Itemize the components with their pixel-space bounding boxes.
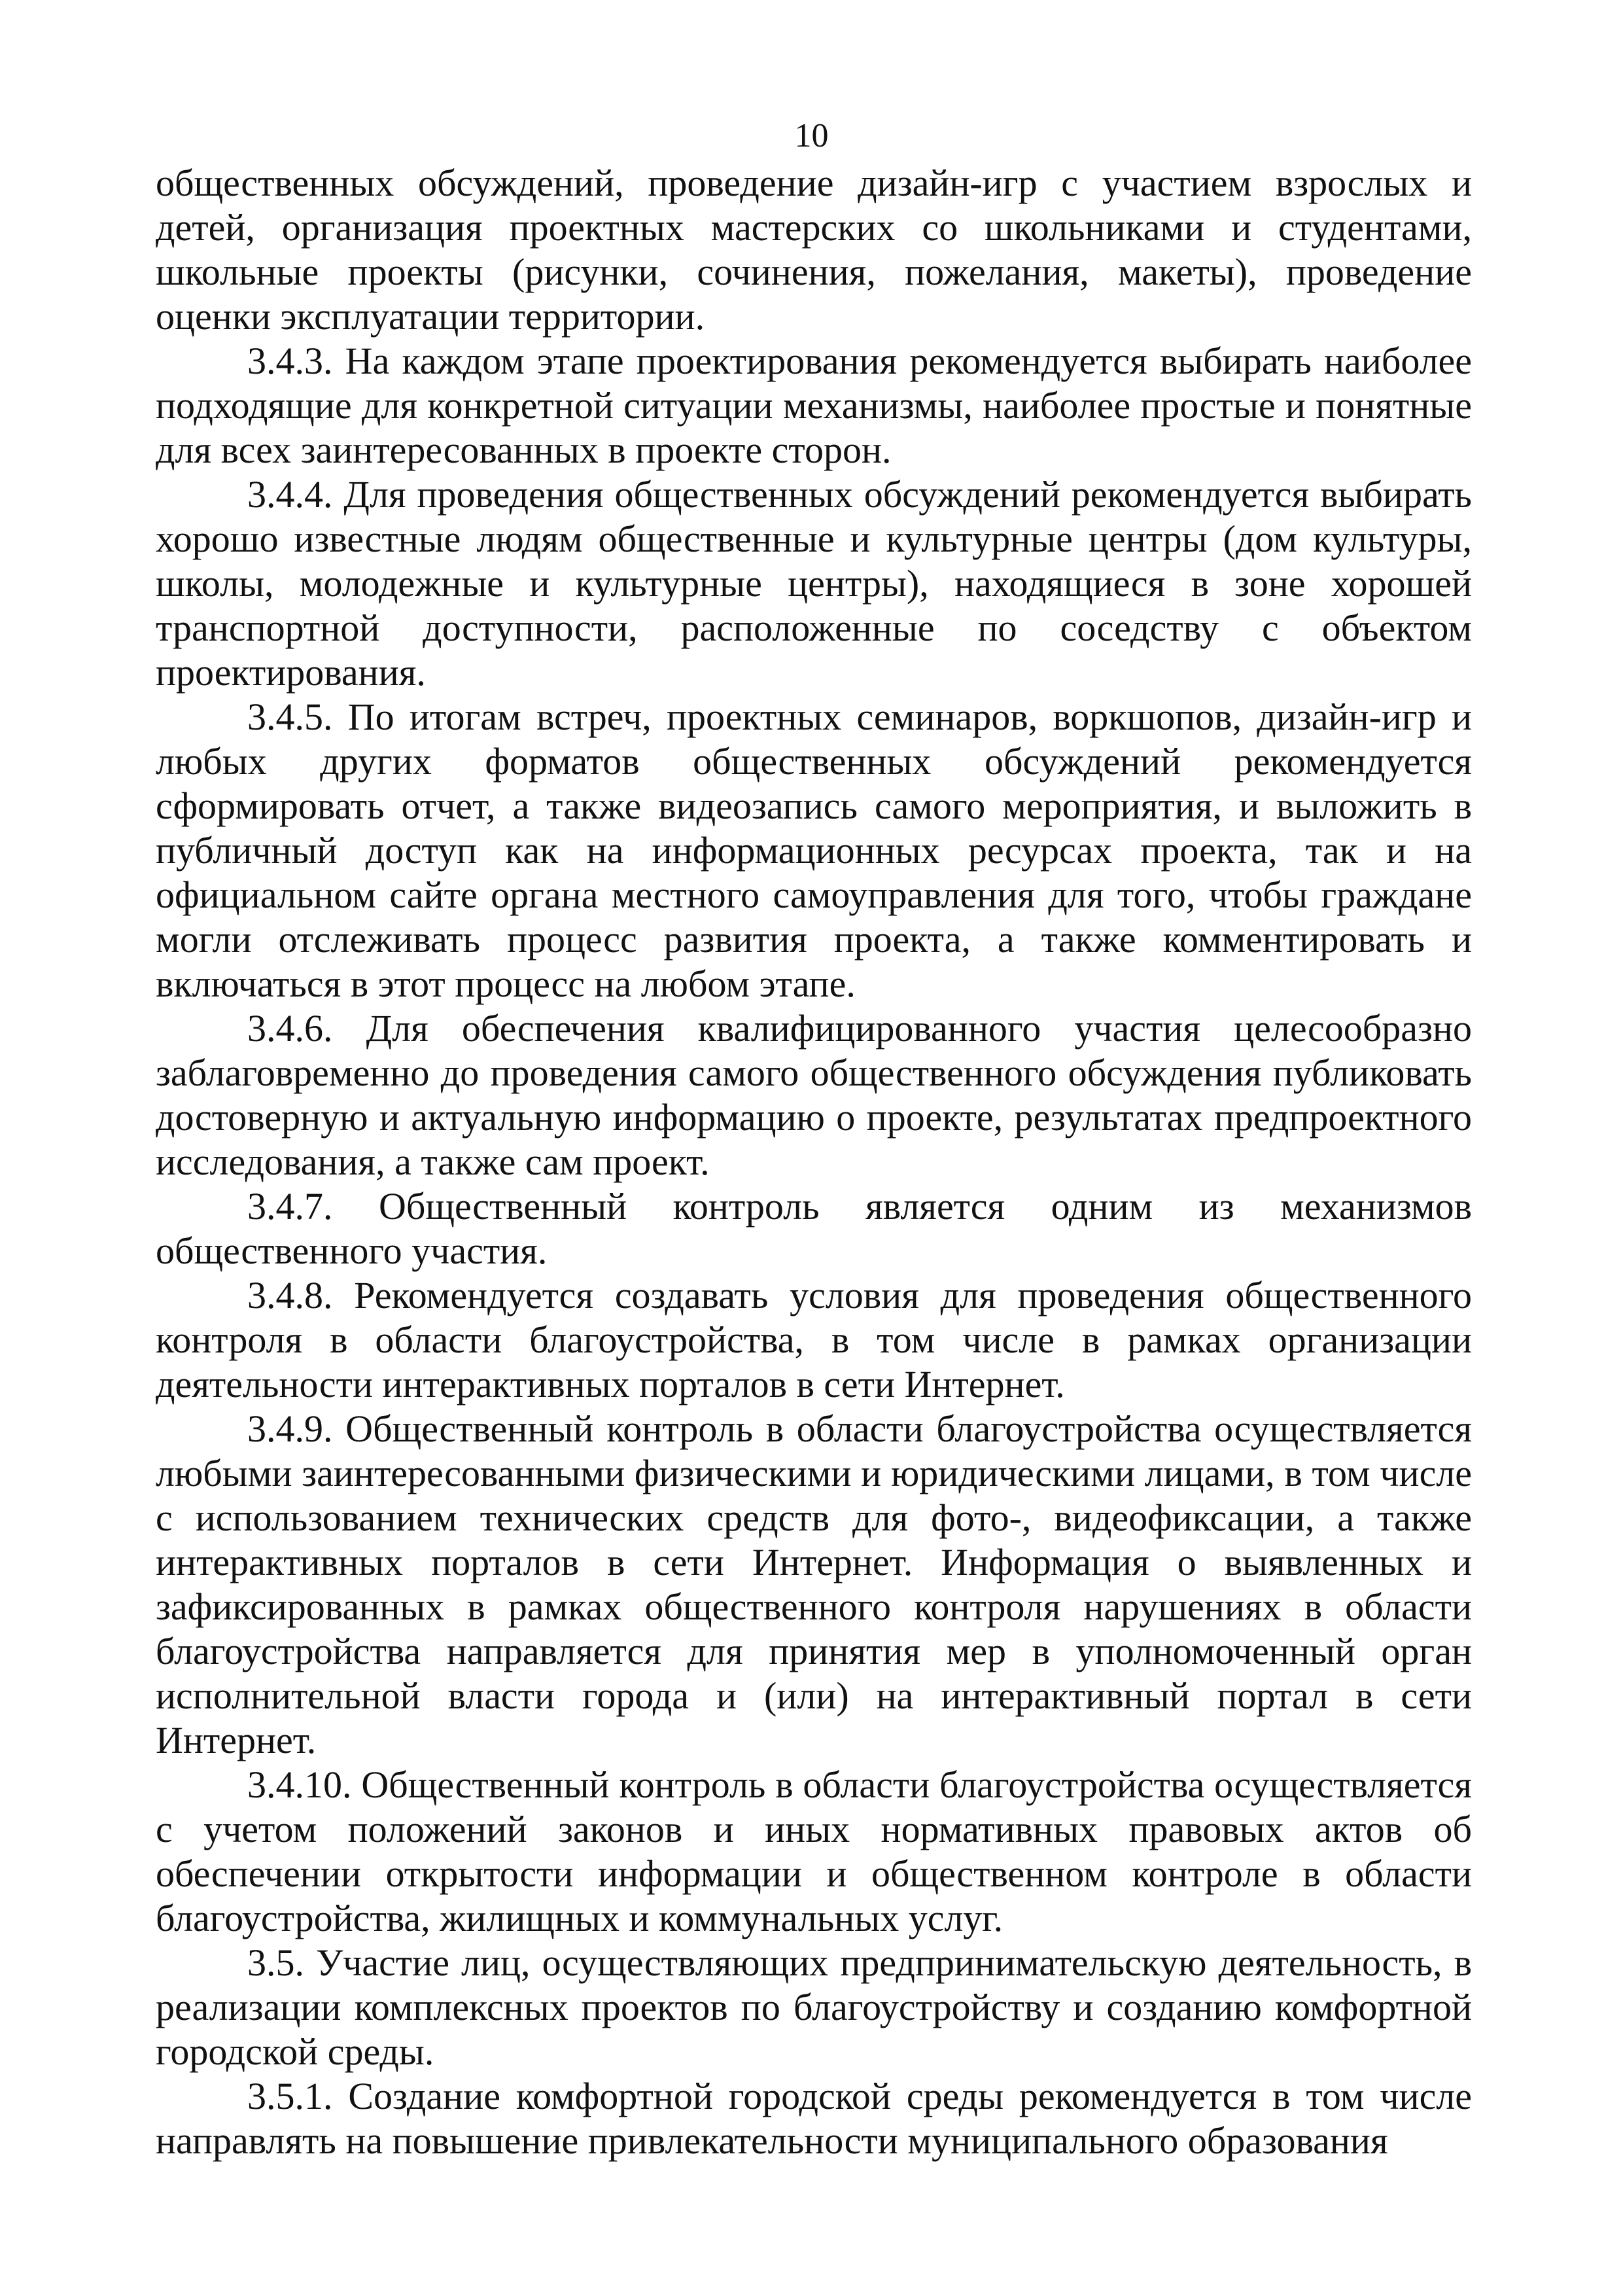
paragraph-3-4-7: 3.4.7. Общественный контроль является одним из механизмов общественного участия. (156, 1185, 1472, 1272)
paragraph-3-4-9: 3.4.9. Общественный контроль в области благоустройства осуществляется любыми заинтересованными физическими и юридическими лицами, в том числе с использованием технических средств для фото-, видеофиксации, а также интерактивных порталов в сети Интернет. Информация о выявленных и зафиксированных в рамках общественного контроля нарушениях в области благоустройства направляется для принятия мер в уполномоченный орган исполнительной власти города и (или) на интерактивный портал в сети Интернет. (156, 1407, 1472, 1761)
page-number: 10 (794, 117, 829, 154)
paragraph-3-4-8: 3.4.8. Рекомендуется создавать условия для проведения общественного контроля в области благоустройства, в том числе в рамках организации деятельности интерактивных порталов в сети Интернет. (156, 1274, 1472, 1405)
paragraph-3-4-5: 3.4.5. По итогам встреч, проектных семинаров, воркшопов, дизайн-игр и любых других форматов общественных обсуждений рекомендуется сформировать отчет, а также видеозапись самого мероприятия, и выложить в публичный доступ как на информационных ресурсах проекта, так и на официальном сайте органа местного самоуправления для того, чтобы граждане могли отслеживать процесс развития проекта, а также комментировать и включаться в этот процесс на любом этапе. (156, 696, 1472, 1005)
paragraph-3-5: 3.5. Участие лиц, осуществляющих предпринимательскую деятельность, в реализации комплексных проектов по благоустройству и созданию комфортной городской среды. (156, 1941, 1472, 2073)
paragraph-3-4-3: 3.4.3. На каждом этапе проектирования рекомендуется выбирать наиболее подходящие для конкретной ситуации механизмы, наиболее простые и понятные для всех заинтересованных в проекте сторон. (156, 340, 1472, 471)
paragraph-3-4-10: 3.4.10. Общественный контроль в области благоустройства осуществляется с учетом положений законов и иных нормативных правовых актов об обеспечении открытости информации и общественном контроле в области благоустройства, жилищных и коммунальных услуг. (156, 1763, 1472, 1939)
paragraph-3-4-4: 3.4.4. Для проведения общественных обсуждений рекомендуется выбирать хорошо известные людям общественные и культурные центры (дом культуры, школы, молодежные и культурные центры), находящиеся в зоне хорошей транспортной доступности, расположенные по соседству с объектом проектирования. (156, 473, 1472, 694)
document-body (156, 161, 1472, 2163)
paragraph-continuation: общественных обсуждений, проведение дизайн-игр с участием взрослых и детей, организация проектных мастерских со школьниками и студентами, школьные проекты (рисунки, сочинения, пожелания, макеты), проведение оценки эксплуатации территории. (156, 162, 1472, 338)
paragraph-3-5-1: 3.5.1. Создание комфортной городской среды рекомендуется в том числе направлять на повышение привлекательности муниципального образования (156, 2075, 1472, 2162)
paragraph-3-4-6: 3.4.6. Для обеспечения квалифицированного участия целесообразно заблаговременно до проведения самого общественного обсуждения публиковать достоверную и актуальную информацию о проекте, результатах предпроектного исследования, а также сам проект. (156, 1007, 1472, 1183)
